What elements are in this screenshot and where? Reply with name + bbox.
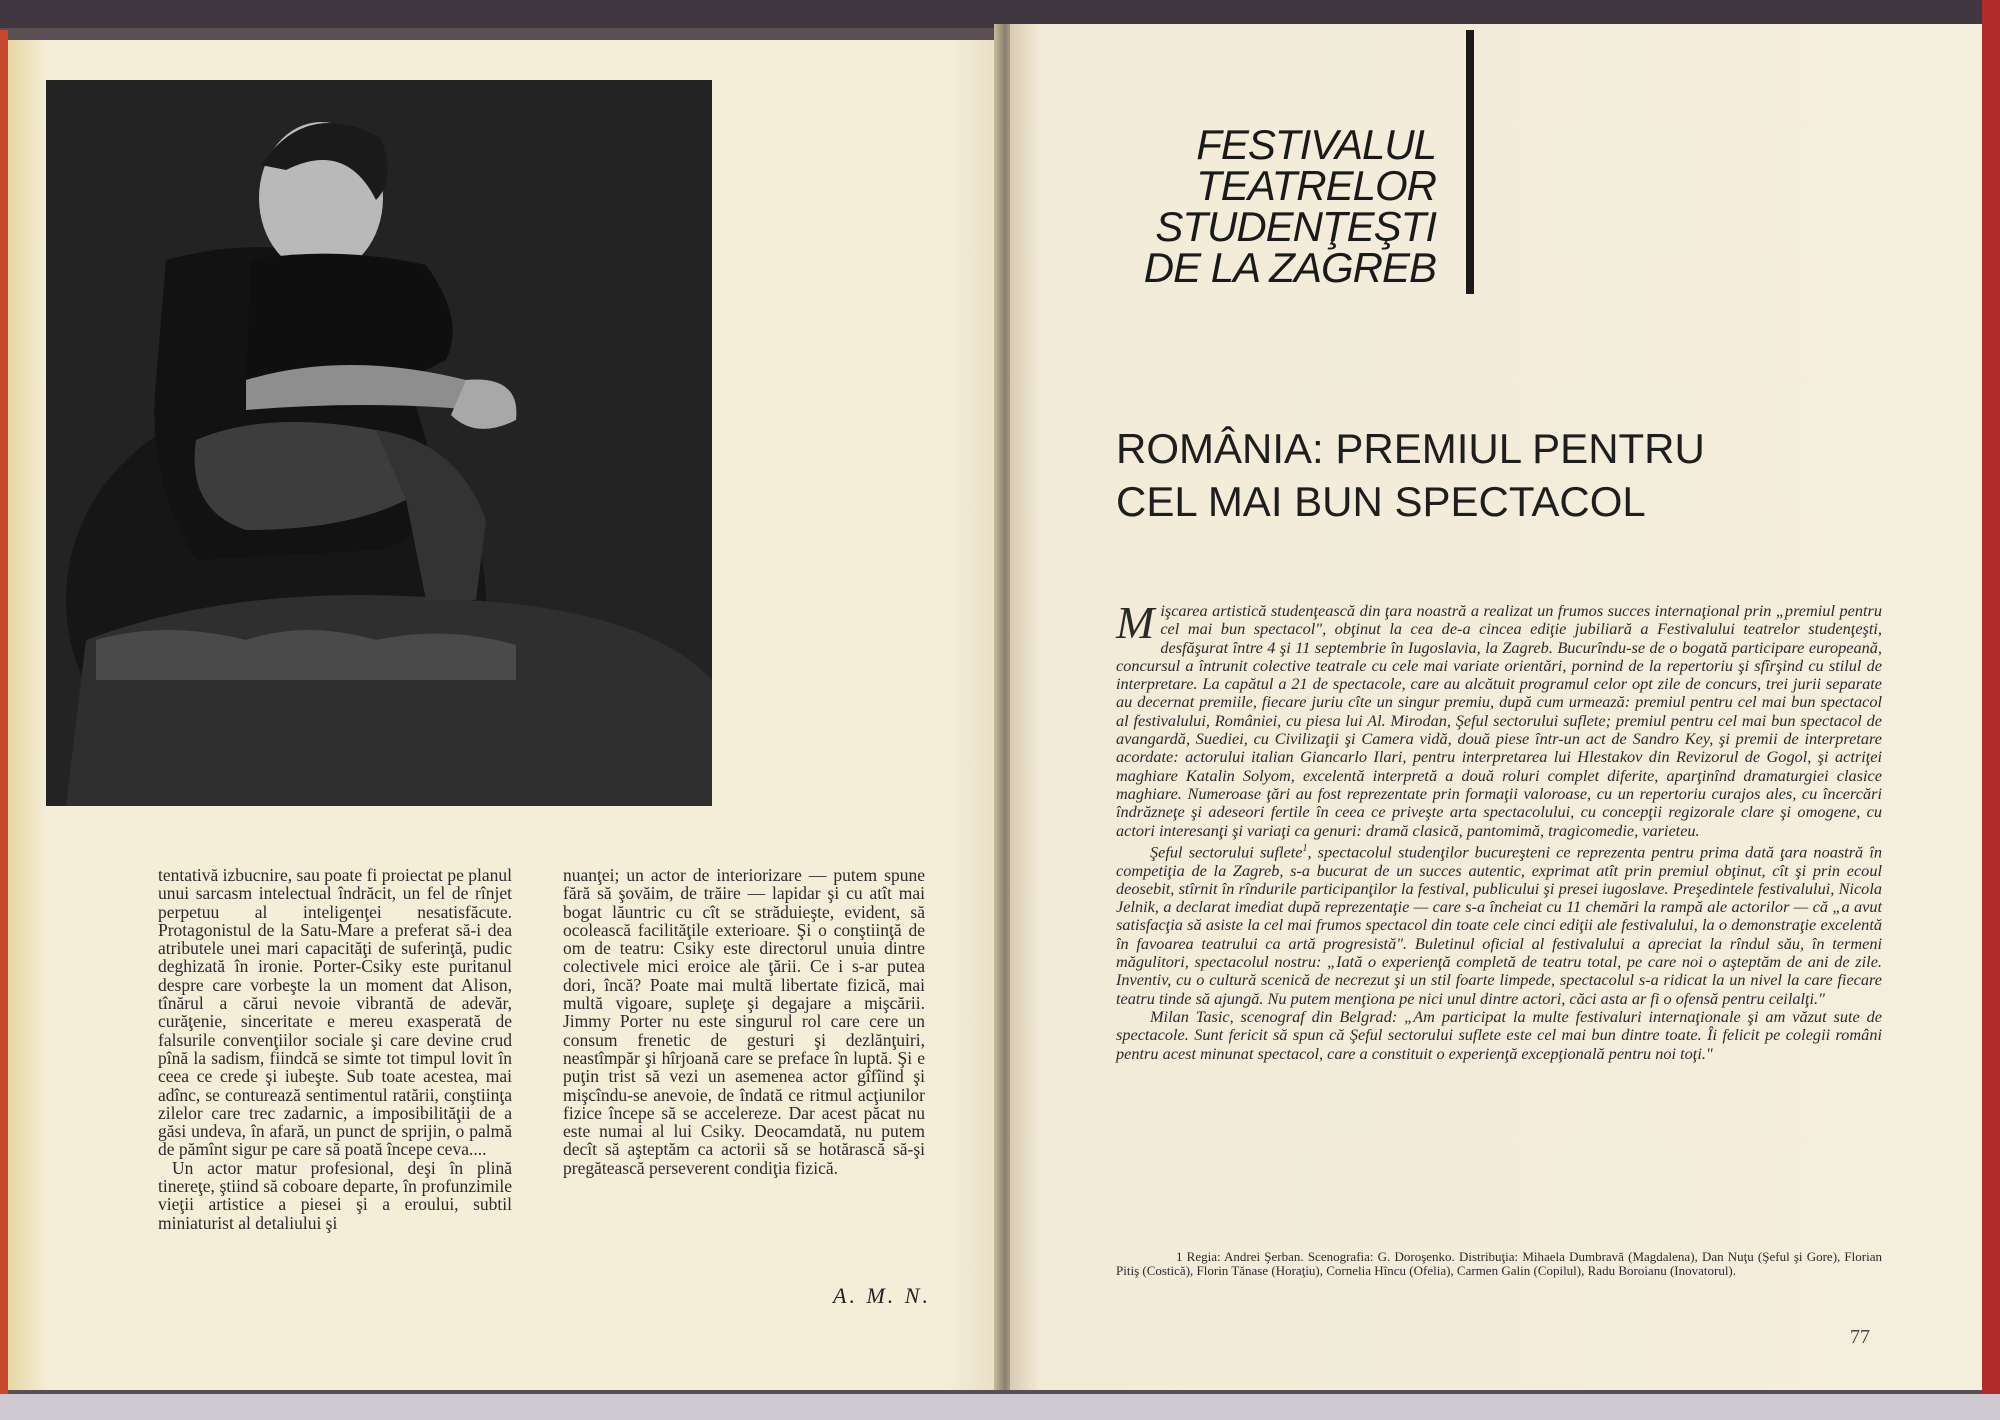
actor-photo-illustration: [46, 80, 712, 806]
right-page: [1010, 24, 1982, 1390]
body-paragraph-1-text: işcarea artistică studenţească din ţara noastră a realizat un frumos succes internaţional prin „premiul pentru cel mai bun spectacol", obţinut la cea de-a cincea ediţie jubiliară a Festivalului teatrelor studenţeşti, desfăşurat între 4 şi 11 septembrie în Iugoslavia, la Zagreb. Bucurîndu-se de o bogată participare europeană, concursul a întrunit colective teatrale cu cele mai variate orientări, pornind de la repertoriu şi sfîrşind cu stilul de interpretare. La capătul a 21 de spectacole, care au alcătuit programul celor opt zile de concurs, trei jurii separate au decernat premiile, fiecare juriu cîte un singur premiu, după cum urmează: premiul pentru cel mai bun spectacol al festivalului, României, cu piesa lui Al. Mirodan, Şeful sectorului suflete; premiul pentru cel mai bun spectacol de avangardă, Suediei, cu Civilizaţii şi Camera vidă, două piese într-un act de Sandro Key, şi premii de interpretare acordate: actorului italian Giancarlo Ilari, pentru interpretarea lui Hlestakov din Revizorul de Gogol, şi actriţei maghiare Katalin Solyom, excelentă interpretă a două roluri complet diferite, aparţinînd dramaturgiei clasice maghiare. Numeroase ţări au fost reprezentate prin formaţii valoroase, cu un repertoriu curajos ales, cu încercări îndrăzneţe şi adeseori fertile în ceea ce priveşte arta spectacolului, cu concepţii regizorale clare şi omogene, cu actori interesanţi şi variaţi ca genuri: dramă clasică, pantomimă, tragicomedie, varieteu.: [1116, 601, 1882, 840]
festival-title-line-2: TEATRELOR: [1196, 162, 1436, 209]
drop-cap: M: [1116, 597, 1155, 648]
festival-title-line-3: STUDENŢEŞTI: [1155, 203, 1436, 250]
article-headline: [1116, 422, 1816, 528]
body-paragraph-2-lead: Şeful sectorului suflete: [1150, 842, 1303, 862]
footnote: 1 Regia: Andrei Şerban. Scenografia: G. Doroşenko. Distribuţia: Mihaela Dumbravă (Magdalena), Dan Nuţu (Şeful şi Gore), Florian Pitiş (Costică), Florin Tănase (Horaţiu), Cornelia Hîncu (Ofelia), Carmen Galin (Copilul), Radu Boroianu (Inovatorul).: [1116, 1249, 1882, 1278]
author-signature: A. M. N.: [833, 1283, 931, 1308]
article-column-1: [158, 866, 512, 1232]
headline-line-1: ROMÂNIA: PREMIUL PENTRU: [1116, 425, 1705, 472]
book-edge-right: [1982, 0, 2000, 1420]
festival-title: [1010, 121, 1436, 291]
article-body: [1116, 597, 1882, 1063]
article-column-2: [563, 866, 925, 1177]
column2-paragraph: nuanţei; un actor de interiorizare — putem spune fără să şovăim, de trăire — lapidar şi cu atît mai bogat lăuntric cu cît se străduieşte, evident, să ocolească facilităţile exterioare. Şi o conştiinţă de om de teatru: Csiky este directorul unuia dintre colectivele mici eroice ale ţării. Ce i s-ar putea dori, încă? Poate mai multă libertate fizică, mai multă vigoare, supleţe şi degajare a mişcării. Jimmy Porter nu este singurul rol care cere un consum frenetic de gesturi şi dezlănţuiri, neastîmpăr şi hîrjoană care se preface în luptă. Şi e puţin trist să vezi un asemenea actor gîfîind şi mişcîndu-se anevoie, de îndată ce ritmul acţiunilor fizice începe să se accelereze. Dar acest păcat nu este numai al lui Csiky. Deocamdată, nu putem decît să aşteptăm ca actorii să se hotărască să-şi pregătească perseverent condiţia fizică.: [563, 865, 925, 1178]
footnote-marker: 1: [1302, 842, 1308, 854]
book-edge-left: [0, 30, 8, 1410]
body-paragraph-3: Milan Tasic, scenograf din Belgrad: „Am participat la multe festivaluri internaţionale şi am văzut sute de spectacole. Sunt fericit să spun că Şeful sectorului suflete este cel mai bun dintre toate. Îi felicit pe colegii români pentru acest minunat spectacol, care a constituit o experienţă excepţională pentru noi toţi.": [1116, 1006, 1882, 1063]
body-paragraph-1: [1116, 597, 1882, 840]
scanner-bed: [0, 1394, 2000, 1420]
festival-title-line-1: FESTIVALUL: [1196, 121, 1436, 168]
actor-photo: [46, 80, 712, 806]
page-number: 77: [1850, 1326, 1870, 1348]
left-page: [8, 40, 1008, 1390]
column1-paragraph-1: tentativă izbucnire, sau poate fi proiectat pe planul unui sarcasm intelectual îndrăcit, un fel de rînjet perpetuu al inteligenţei nesatisfăcute. Protagonistul de la Satu-Mare a preferat să-i dea atributele unei mari capacităţi de suferinţă, pudic deghizată în ironie. Porter-Csiky este puritanul despre care vorbeşte la un moment dat Alison, tînărul a cărui nevoie vibrantă de adevăr, curăţenie, sinceritate e mereu exasperată de falsurile convenţiilor sociale şi care devine crud pînă la sadism, fiindcă se simte tot timpul lovit în ceea ce crede şi iubeşte. Sub toate acestea, mai adînc, se conturează sentimentul ratării, conştiinţa zilelor care trec zadarnic, a imposibilităţii de a găsi undeva, în afară, un punct de sprijin, o palmă de pămînt sigur pe care să poată începe ceva....: [158, 865, 512, 1160]
title-vertical-bar: [1466, 30, 1474, 294]
headline-line-2: CEL MAI BUN SPECTACOL: [1116, 478, 1646, 525]
festival-title-line-4: DE LA ZAGREB: [1143, 244, 1436, 291]
body-paragraph-2: [1116, 840, 1882, 1008]
column1-paragraph-2: Un actor matur profesional, deşi în plină tinereţe, ştiind să coboare departe, în profunzimile vieţii artistice a piesei şi a eroului, subtil miniaturist al detaliului şi: [158, 1157, 512, 1233]
body-paragraph-2-text: , spectacolul studenţilor bucureşteni ce reprezenta pentru prima dată ţara noastră în competiţia de la Zagreb, s-a bucurat de un succes autentic, exprimat atît prin premiul obţinut, cît şi prin ecoul deosebit, stîrnit în rîndurile participanţilor la festival, publicului şi presei iugoslave. Preşedintele festivalului, Nicola Jelnik, a declarat imediat după reprezentaţie — care s-a încheiat cu 11 chemări la rampă ale actorilor — că „a avut satisfacţia să asiste la cel mai frumos spectacol din toate cele cinci ediţii ale festivalului, la o demonstraţie excelentă în favoarea teatrului ca artă progresistă". Buletinul oficial al festivalului a apreciat la rîndul său, în termeni măgulitori, spectacolul nostru: „Iată o experienţă completă de teatru total, pe care noi o aşteptăm de ani de zile. Inventiv, cu o cultură scenică de necrezut şi un stil foarte limpede, spectacolul s-a ridicat la un nivel la care fiecare teatru tinde să ajungă. Nu putem menţiona pe nici unul dintre actori, căci asta ar fi o ofensă pentru ceilalţi.": [1116, 842, 1882, 1008]
